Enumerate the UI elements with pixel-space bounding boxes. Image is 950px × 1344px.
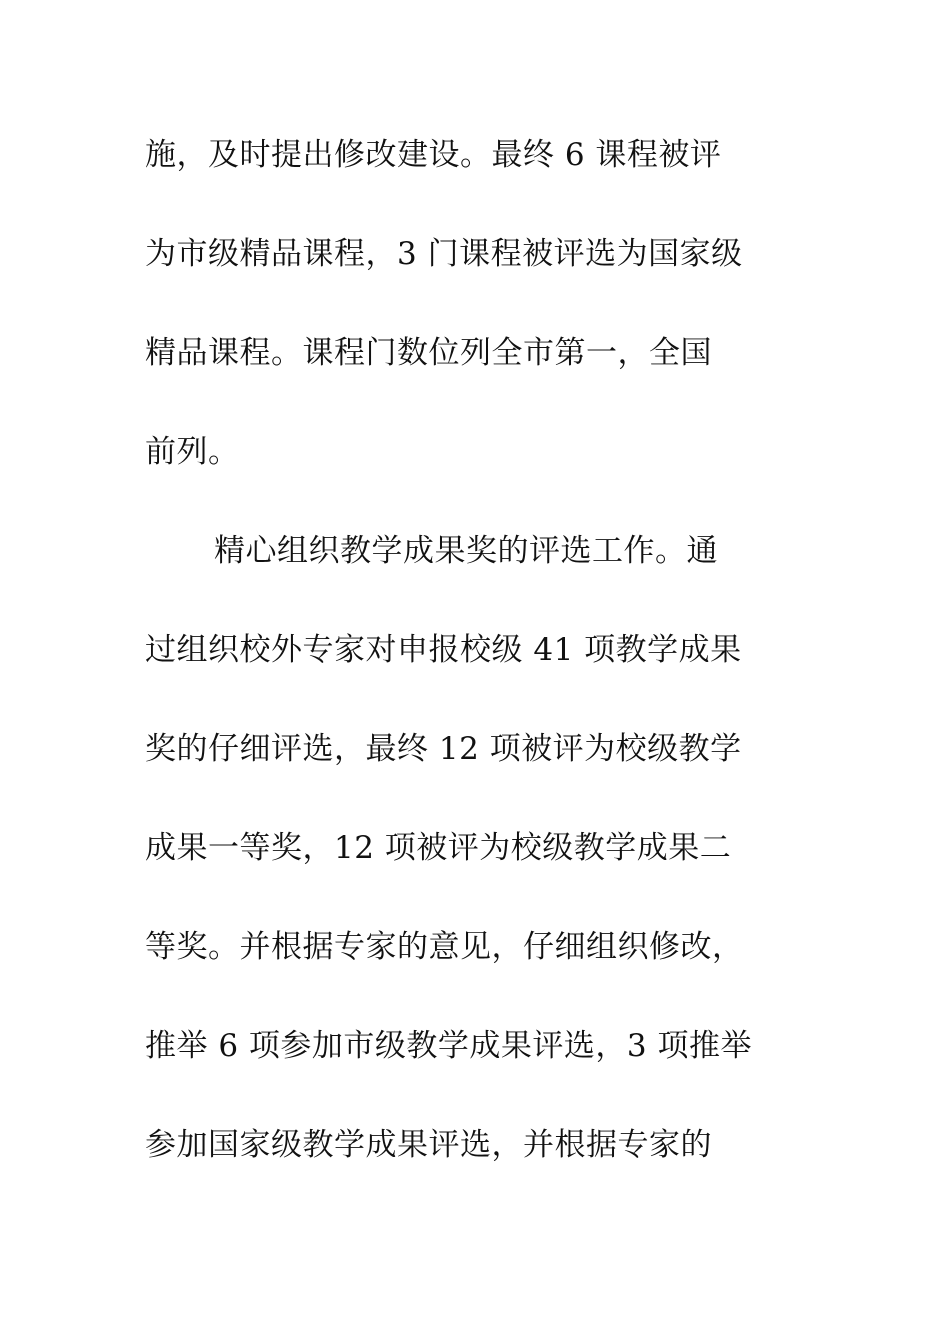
- text-line-4: 前列。: [145, 434, 240, 470]
- text-line-8: 成果一等奖，12 项被评为校级教学成果二: [145, 830, 732, 866]
- text-line-10: 推举 6 项参加市级教学成果评选，3 项推举: [145, 1028, 753, 1064]
- text-line-1: 施，及时提出修改建设。最终 6 课程被评: [145, 137, 722, 173]
- text-line-2: 为市级精品课程，3 门课程被评选为国家级: [145, 236, 743, 272]
- text-line-5-paragraph-start: 精心组织教学成果奖的评选工作。通: [214, 533, 718, 569]
- text-line-7: 奖的仔细评选，最终 12 项被评为校级教学: [145, 731, 742, 767]
- text-line-9: 等奖。并根据专家的意见，仔细组织修改，: [145, 929, 744, 965]
- text-line-3: 精品课程。课程门数位列全市第一，全国: [145, 335, 712, 371]
- text-line-11: 参加国家级教学成果评选，并根据专家的: [145, 1127, 712, 1163]
- text-line-6: 过组织校外专家对申报校级 41 项教学成果: [145, 632, 742, 668]
